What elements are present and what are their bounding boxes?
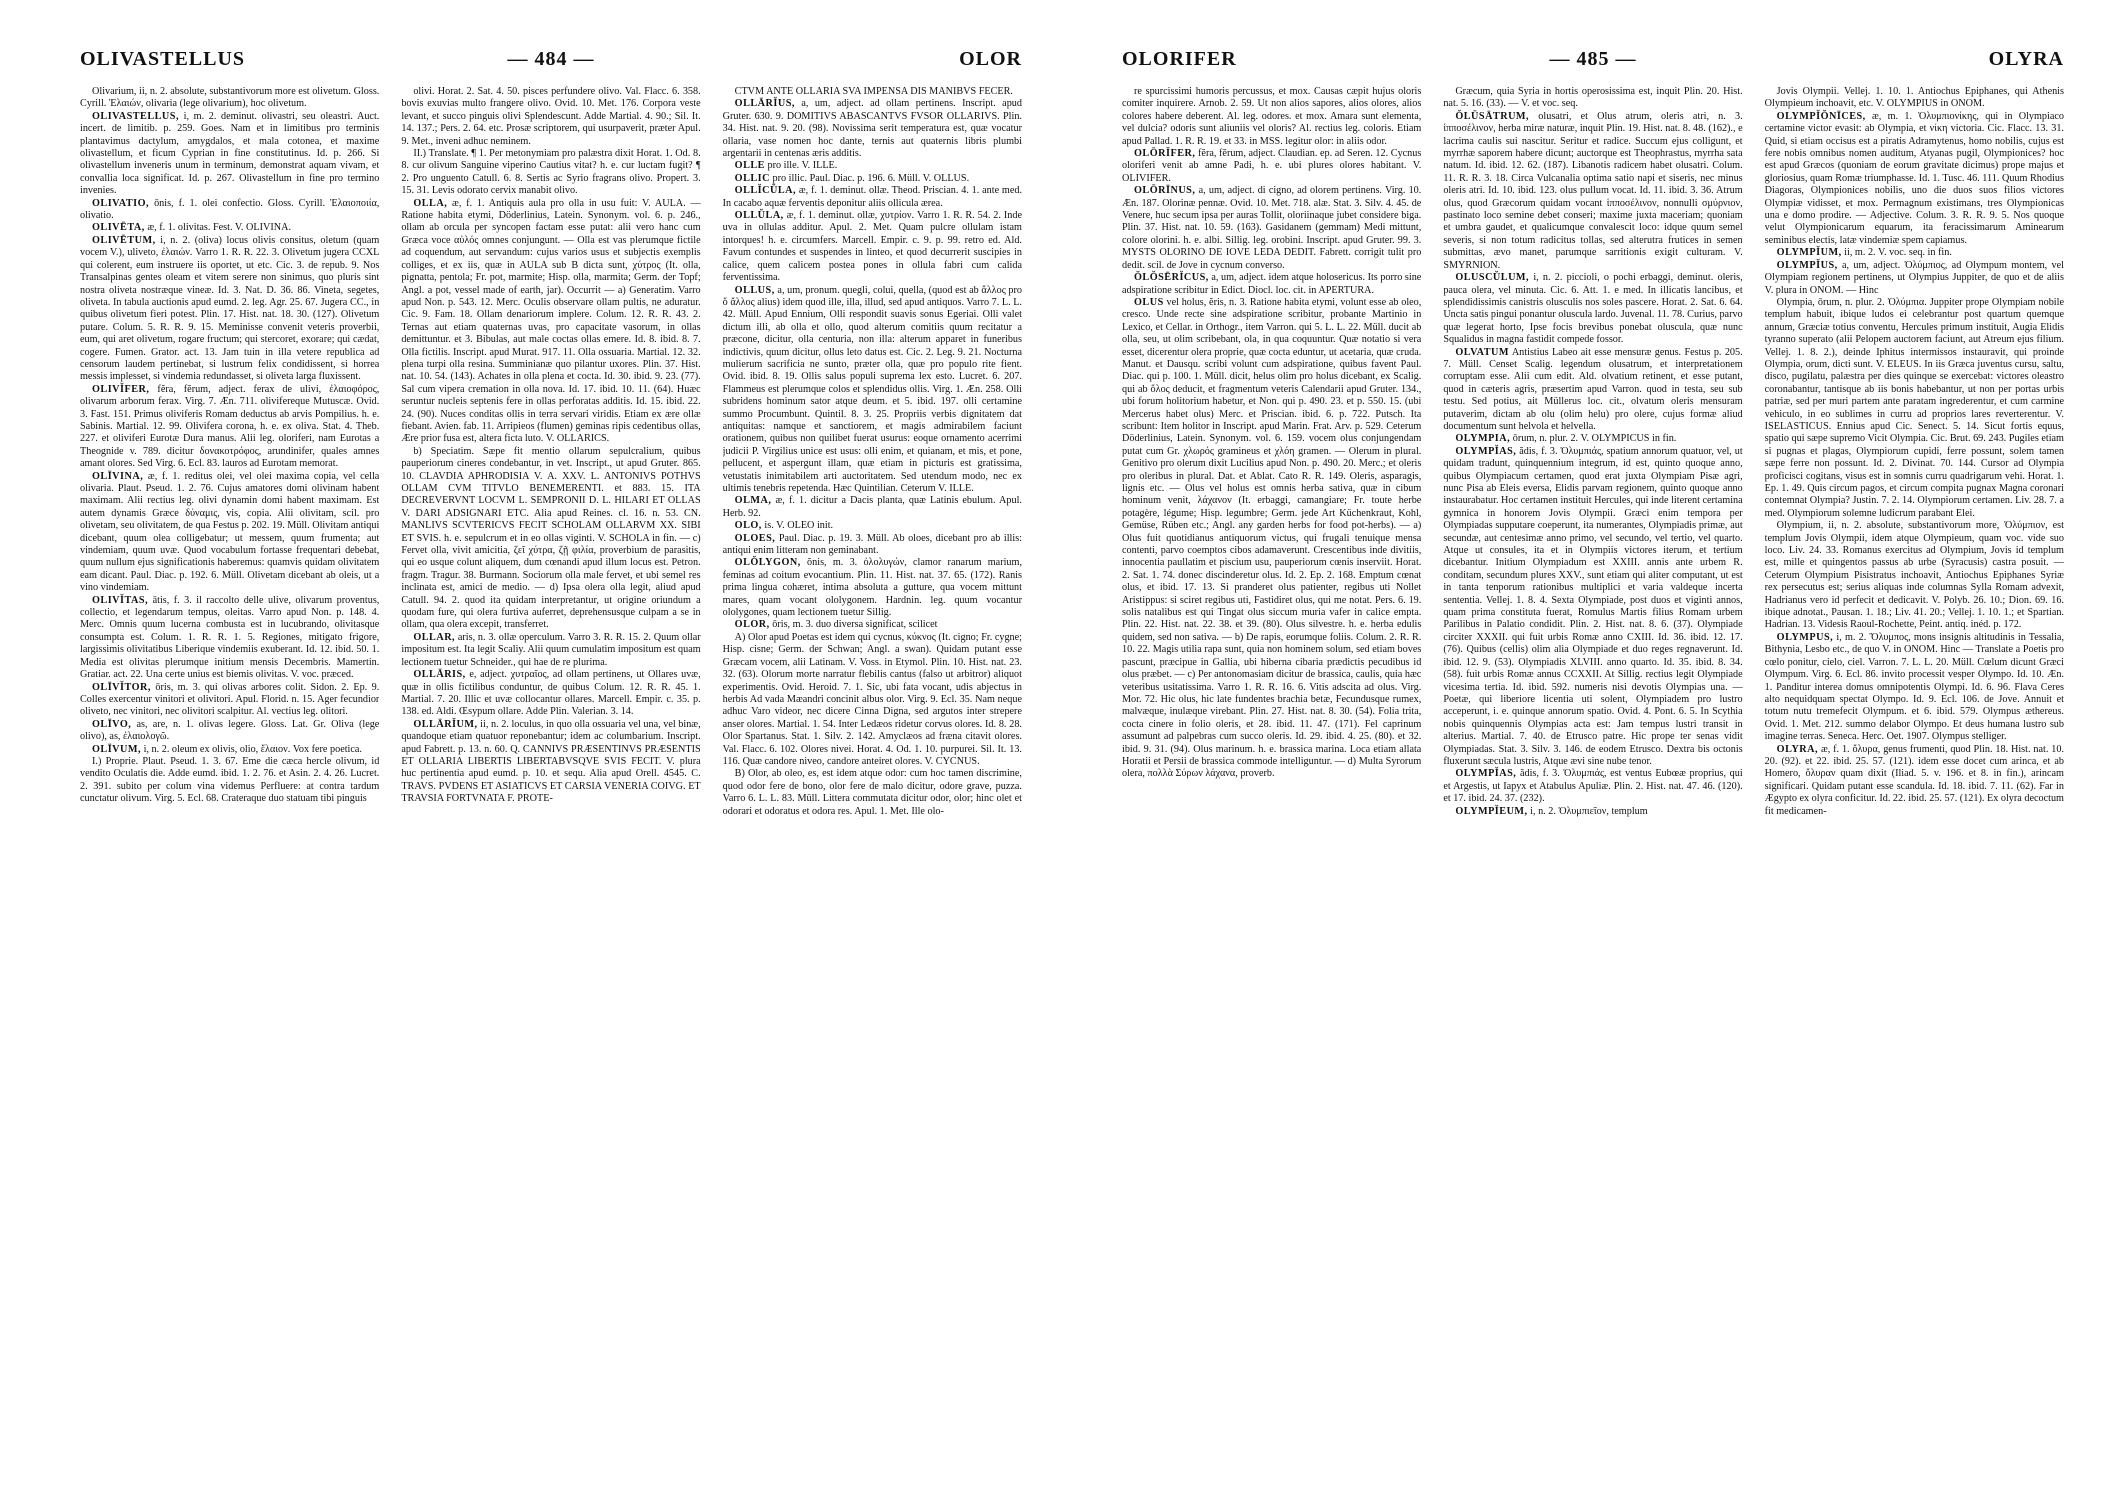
entry-text: Olympia, ōrum, n. plur. 2. Ὀλύμπια. Juppiter prope Olympiam nobile templum habuit, ibique ludos ei celebrantur post quartum quemque annum, Græciæ totius conventu, Hercules primum instituit, Augia Elidis tyranno superato (alii Pelopem auctorem faciunt, aut Atreum ejus filium. Vellej. 1. 8. 2.), deinde Iphitus intermissos instauravit, qui proinde Olympia, orum, dicti sunt. V. ELEUS. In iis Græca juventus cursu, saltu, disco, pugilatu, palæstra per dies quinque se exercebat: victores oleastro coronabantur, tantisque ab iis bonis habebantur, ut non per portas urbis patriæ, sed per muri partem ante paratam ingrederentur, et cum carmine vehiculo, in eo sublimes in curru ad proprios lares reverterentur. V. ISELASTICUS. Ennius apud Cic. Senect. 5. 14. Sicut fortis equus, spatio qui sæpe supremo Vicit Olympia. Cic. Brut. 69. 243. Pugiles etiam si pugnas et plagas, Olympiorum cupidi, ferre possunt, solem tamen sæpe ferre non possunt. Id. 2. Divinat. 70. 144. Cursor ad Olympia proficisci cogitans, visus est in somnis curru quadrigarum vehi. Horat. 1. Ep. 1. 49. Quis circum pagos, et circum compita pugnax Magna coronari contemnat Olympia? Justin. 7. 2. 14. Olympiorum certamen. Liv. 28. 7. a med. Olympiorum solemne ludicrum parabant Elei. — [1764, 296, 2064, 519]
dictionary-entry — [723, 619, 1022, 631]
entry-text: as, are, n. 1. olivas legere. Gloss. Lat. Gr. Oliva (lege olivo), as, ἐλαιολογῶ. — [80, 718, 380, 743]
entry-headword: OLLUS, — [734, 284, 775, 296]
entry-headword: OLMA, — [734, 495, 772, 507]
dictionary-entry — [1122, 185, 1421, 272]
left-page-number: — 484 — — [507, 48, 595, 70]
entry-text: æ, f. 1. Antiquis aula pro olla in usu fuit: V. AULA. — Ratione habita etymi, Döderlinius, Latein. Synonym. vol. 6. p. 246., ollam ab orcula per syncopen factam esse putat: alii vero hanc cum Græca voce αὐλός omnes conjungunt. — Olla est vas plerumque fictile ad coquendum, aut servandum: cujus varios usus et subjectis exemplis colliges, et ex iis, quæ in AULA sub B dicta sunt, χύτρος (It. olla, pignatta, pentola; Fr. pot, marmite; Hisp. olla, marmita; Germ. der Topf; Angl. a pot, vessel made of earth, jar). Occurrit — a) Generatim. Varro apud Non. p. 543. 12. Merc. Oculis observare ollam pultis, ne aduratur. Cic. 9. Fam. 18. Ollam denariorum implere. Colum. 12. R. R. 43. 2. Ternas aut etiam quaternas uvas, pro capacitate vasorum, in ollas demittuntur. et 3. Bibulas, aut male coctas ollas emere. Id. 8. ibid. 8. 7. Olla fictilis. Inscript. apud Murat. 917. 11. Olla ossuaria. Martial. 12. 32. plena turpi olla resina. Summinianæ quo pilantur uxores. Plin. 37. Hist. nat. 10. 54. (143). Achates in olla plena et cocta. Id. 30. ibid. 9. 23. (77). Sal cum vipera cremation in olla nova. Id. 17. ibid. 10. 11. (64). Huæc seruntur nucleis septenis fere in ollas perforatas additis. Id. 15. ibid. 22. 24. (90). Nuces conditas ollis in terra servari viridis. Etiam ex ære ollæ fiebant. Avien. fab. 11. Arripieos (flumen) geminas ripis cedentibus ollas, Ære prior fusa est, altera ficta luto. V. OLLARICS. — [401, 197, 701, 445]
entry-text: fĕra, fĕrum, adject. Claudian. ep. ad Seren. 12. Cycnus oloriferi venit ab amne Padi, h. e. ubi plures olores habitant. V. OLIVIFER. — [1122, 148, 1422, 184]
dictionary-entry — [1443, 806, 1742, 818]
entry-text: is. V. OLEO init. — [764, 520, 834, 532]
dictionary-entry — [723, 520, 1022, 532]
entry-text: ii, m. 2. V. voc. seq. in fin. — [1844, 247, 1952, 259]
dictionary-entry — [80, 471, 379, 595]
entry-headword: OLLA, — [413, 197, 448, 209]
entry-text: æ, m. 1. Ὀλυμπιονίκης, qui in Olympiaco certamine victor evasit: ab Olympia, et νίκη victoria. Cic. Flacc. 13. 31. Quid, si etiam occisus est a piratis Adramytenus, homo nobilis, cujus est fere nobis omnibus nomen auditum, Atyanas pugil, Olympionices? hoc est apud Græcos (quoniam de eorum gravitate dicimus) prope majus et gloriosius, quam Romæ triumphasse. Id. 1. Tusc. 46. 111. Quum Rhodius Diagoras, Olympionices nobilis, uno die duos suos filios victores Olympiæ vidisset, et mox. Permagnum existimans, tres Olympionicas una e domo prodire. — Adjective. Colum. 3. R. R. 9. 5. Nos quoque velut Olympionicarum equarum, ita feracissimarum Aminearum seminibus electis, latæ vindemiæ spem capiamus. — [1764, 110, 2064, 246]
entry-text: i, n. 2. piccioli, o pochi erbaggi, deminut. oleris, pauca olera, vel minuta. Cic. 6. Att. 1. e med. In illicatis lancibus, et splendidissimis canistris olusculis nos soles pascere. Horat. 2. Sat. 6. 64. Uncta satis pingui ponantur oluscula lardo. Juvenal. 11. 78. Curius, parvo quæ legerat horto, Ipse focis brevibus ponebat oluscula, quæ nunc Squalidus in magna fastidit compede fossor. — [1443, 272, 1743, 346]
right-col-3 — [1765, 86, 2064, 1480]
entry-text: ădis, f. 3. Ὀλυμπιάς, spatium annorum quatuor, vel, ut quidam tradunt, quinquennium integrum, id est, quinto quoque anno, quibus Olympiacum certamen, quod erat juxta Olympiam Pisæ agri, nunc Pisa ab Eleis eversa, Elidis parvam regionem, quinto quoque anno instaurabatur. Hoc certamen instituit Hercules, qui inde literent certamina gymnica in honorem Jovis Olympii. Græci enim tempora per Olympiadas supputare coeperunt, ita numerantes, Olympiadis primæ, aut secundæ, aut centesimæ anno primo, vel secundo, vel tertio, vel quarto. Atque ut consules, ita et in Olympiis victores iterum, et tertium dicebantur. Initium Olympiadum est XXIII. annis ante urbem R. conditam, secundum plures XXV., sunt etiam qui aliter computant, ut est in tanta tenporum rationibus multiplici et varia valdeque incerta sententia. Vellej. 1. 8. 4. Sexta Olympiade, post duos et viginti annos, quam prima constituta fuerat, Romulus Martis filius Romam urbem Parilibus in Palatio condidit. Plin. 2. Hist. nat. 8. 6. (37). Olympiade circiter XXXII. qui fuit urbis Romæ anno CXIII. Id. 36. ibid. 12. 17. (76). Quibus (cellis) olim alia Olympiade et duo reges regnaverunt. Id. ibid. 12. 9. (53). Olympiadis XLVIII. anno quarto. Id. 35. ibid. 8. 34. (58). fuit urbis Romæ annus CCXXII. At Sillig. rectius legit Olympiade vicesima tertia. Id. ibid. 592. numeris nisi devotis Olympias una. — Poetæ, qui liberiore licentia uti solent, Olympiadem pro lustro acceperunt, i. e. quinque annorum spatio. Ovid. 4. Pont. 6. 5. In Scythia nobis quinquennis Olympias acta est: Jam tempus lustri transit in alterius. Martial. 7. 40. de Etrusco patre. Hic prope ter senas vidit Olympiadas. Stat. 3. Silv. 3. 146. de eodem Etrusco. Dextra bis octonis fluxerunt sæcula lustris, Atque ævi sine nube tenor. — [1443, 445, 1743, 767]
entry-headword: OLĪVINA, — [92, 470, 144, 482]
dictionary-entry — [401, 198, 700, 446]
dictionary-entry — [401, 86, 700, 148]
entry-headword: OLĪVUM, — [92, 743, 142, 755]
dictionary-entry — [1443, 272, 1742, 346]
entry-text: i, n. 2. oleum ex olivis, olio, ἔλαιον. Vox fere poetica. — [143, 743, 362, 755]
entry-text: æ, f. 1. reditus olei, vel olei maxima copia, vel cella olivaria. Plaut. Pseud. 1. 2. 76. Cujus amatores domi olivinam habent maximam. Alii rectius leg. olivi dynamin domi habent maximam. Est autem dynamis Græce δύναμις, vis, copia. Alii olivitam, scil. pro olivetam, seu olivitatem, de qua Festus p. 202. 19. Müll. Olivitam antiqui dicebant, quum olea colligebatur; ut messem, quum frumenta; aut vindemiam, quum uvæ. Quod vocabulum fortasse frequentari debebat, quum nullum ejus significationis haberemus: quamvis quidam olivitatem eam dicant. Paul. Diac. p. 192. 6. Müll. Olivetam dicebant ab oleis, ut a vino vindemiam. — [80, 470, 380, 594]
entry-headword: OLYMPĬAS, — [1455, 768, 1517, 780]
dictionary-entry — [1443, 347, 1742, 434]
entry-headword: OLĪVO, — [92, 718, 132, 730]
entry-text: ŏnis, m. 3. ὀλολυγών, clamor ranarum marium, feminas ad coitum evocantium. Plin. 11. Hist. nat. 37. 65. (172). Ranis prima lingua cohæret, intima absoluta a gutture, qua vocem mittunt mares, quam vocant ololygonem. Hardnin. leg. quum vocantur ololygones, quam lectionem tuetur Sillig. — [722, 557, 1022, 619]
dictionary-entry — [723, 160, 1022, 172]
entry-headword: OLŌRĬFER, — [1134, 148, 1196, 160]
entry-headword: OLŌRĪNUS, — [1134, 185, 1196, 197]
dictionary-entry — [1765, 744, 2064, 818]
entry-headword: OLUS — [1134, 296, 1164, 308]
right-col-2 — [1443, 86, 1742, 1480]
dictionary-entry — [1122, 297, 1421, 781]
dictionary-entry — [1765, 520, 2064, 632]
entry-text: vel holus, ĕris, n. 3. Ratione habita etymi, volunt esse ab oleo, cresco. Unde recte sine adspiratione scribitur, probante Martinio in Lexico, et Cellar. in Orthogr., item Varron. qui 5. L. L. 22. Müll. ducit ab olla, seu, ut olim scribebant, ola, in qua coquuntur. Quæ notatio si vera esset, dicerentur olera proprie, quæ cocta eduntur, ut acetaria, quæ cruda. Manut. et Dausqu. scribi volunt cum adspiratione, quibus favent Paul. Diac. qui p. 100. 1. Müll. dicit, helus olim pro holus dicebant, ex Scalig. qui ab ὅλος deducit, et fragmentum veteris Calendarii apud Gruter. 134., ubi forum holitorium habetur, et Non. qui p. 490. 23. et p. 550. 15. (ubi Mercerus habet olus) Merc. et Priscian. ibid. 6. p. 722. Putsch. Ita scribunt: Item holitor in Inscript. apud Marin. Frat. Arv. p. 529. Ceterum Döderlinius, Latein. Synonym. vol. 6. 159. vocem olus conjungendam putat cum Gr. χλωρός gramineus et χλόη gramen. — Olerum in plural. Genitivo pro olerum dixit Lucilius apud Non. p. 490. 20. Merc.; et oleris pro oleribus in plural. Dat. et Ablat. Cato R. R. 149. Oleris, asparagis, lignis etc. — Olus vel holus est omnis herba sativa, quæ in cibum hominum venit, λάχανον (It. erbaggi, camangiare; Fr. toute herbe potagère, légume; Hisp. legumbre; Germ. jede Art Küchenkraut, Kohl, Gemüse, Rüben etc.; Angl. any garden herbs for food pot-herbs). — a) Olus fuit quotidianus antiquorum victus, qui frugali tenuique mensa contenti, parvo coemptos cibos adamaverunt. Crescentibus inde divitiis, innocentia paullatim et piscium usu, pauperiorum cœnis inserviit. Horat. 2. Sat. 1. 74. donec discinderetur olus. Id. 2. Ep. 2. 168. Emptum cœnat olus, et ibid. 17. 13. Si pranderet olus patienter, regibus uti Nollet Aristippus: si sciret regibus uti, Fastidiret olus, qui me notat. Pers. 6. 19. solis natalibus est qui Tingat olus siccum muria vafer in calice empta. Plin. 22. Hist. nat. 22. 38. et 39. (80). Olus silvestre. h. e. herba edulis quidem, sed non sativa. — b) De rapis, eorumque foliis. Colum. 2. R. R. 10. 22. Magis utilia rapa sunt, quia non hominem solum, sed etiam boves pascunt, præcipue in Gallia, ubi hiberna cibaria prædictis pecudibus id olus præbet. — c) Per antonomasiam dicitur de brassica, caulis, quia hæc veteribus usitatissima. Varro 1. R. R. 16. 6. Vitis adscita ad olus. Virg. Mor. 72. Hic olus, hic late fundentes brachia betæ, Fecundusque rumex, malvæque, inulæque virebant. Plin. 27. Hist. nat. 8. 30. (54). Folia trita, cocta cinere in folio oleris, et 28. ibid. 11. 47. (171). Fel caprinum assumunt ad palpebras cum succo oleris. Id. 29. ibid. 4. 25. (80). et 32. ibid. 9. 31. (94). Olus marinum. h. e. brassica marina. Loca etiam allata Horatii et Persii de brassica commode intelliguntur. — d) Multa Syrorum olera, πολλὰ Σύρων λάχανα, proverb. — [1122, 296, 1422, 780]
dictionary-entry — [80, 235, 379, 384]
dictionary-entry — [723, 533, 1022, 558]
entry-headword: OLOR, — [734, 619, 770, 631]
dictionary-entry — [80, 384, 379, 471]
entry-headword: OLYMPĬEUM, — [1455, 805, 1528, 817]
dictionary-entry — [401, 669, 700, 719]
running-head-right — [1122, 48, 2064, 78]
dictionary-entry — [723, 557, 1022, 619]
left-col-2 — [401, 86, 700, 1480]
entry-text: olusatri, et Olus atrum, oleris atri, n. 3. ἱπποσέλινον, herba miræ naturæ, inquit Plin. 19. Hist. nat. 8. 48. (162)., e lacrima caulis sui nascitur. Seritur et radice. Succum ejus colligunt, et myrrhæ saporem habere dicunt; auctorque est Theophrastus, myrrha sata natum. Id. ibid. 12. 62. (187). Libanotis radicem habet olusatri. Colum. 11. R. R. 3. 18. Circa Vulcanalia optima satio napi et siseris, nec minus oleris atri. Id. 10. ibid. 123. olus pullum vocat. Id. 11. ibid. 3. 36. Atrum olus, quod Græcorum quidam vocant ἱπποσέλινον, nonnulli σμύρνιον, pastinato loco semine debet conseri; maxime juxta maceriam; quoniam et umbra gaudet, et qualicumque convalescit loco: idque quum semel severis, si non totum radicitus tollas, sed alterutra frutices in semen submittas, ævo manet, parumque sarritionis exigit culturam. V. SMYRNION. — [1443, 110, 1743, 271]
dictionary-entry — [723, 86, 1022, 98]
entry-text: æ, f. 1. deminut. ollæ. Theod. Priscian. 4. 1. ante med. In cacabo aquæ ferventis deponitur aliis ollicula ærea. — [722, 185, 1022, 209]
dictionary-entry — [1765, 111, 2064, 247]
dictionary-entry — [1443, 768, 1742, 805]
entry-headword: OLYMPIA, — [1455, 433, 1511, 445]
entry-text: e, adject. χυτραῖος, ad ollam pertinens, ut Ollares uvæ, quæ in ollis fictilibus conduntur, de quibus Colum. 12. R. R. 45. 1. Martial. 7. 20. Illic et uvæ collocantur ollares. Marcell. Empir. c. 35. p. 138. ed. Aldi. Œsypum ollare. Adde Plin. Valerian. 3. 14. — [401, 669, 701, 718]
entry-text: æ, f. 1. deminut. ollæ, χυτρίον. Varro 1. R. R. 54. 2. Inde uva in ollulas additur. Apul. 2. Met. Quam pulcre ollulam istam intorques! h. e. circumfers. Marcell. Empir. c. 9. p. 99. retro ed. Ald. Favum contundes et suspendes in linteo, et quod decurrerit suscipies in calice, quem calicem postea pones in ollula fabri cum calida ferventissima. — [722, 210, 1022, 284]
entry-headword: OLUSCŬLUM, — [1455, 272, 1530, 284]
entry-text: Olivarium, ii, n. 2. absolute, substantivorum more est olivetum. Gloss. Cyrill. Ἐλαιών, olivaria (lege olivarium), hoc olivetum. — [80, 86, 380, 110]
dictionary-entry — [401, 719, 700, 806]
dictionary-entry — [1443, 433, 1742, 445]
right-col-1 — [1122, 86, 1421, 1480]
dictionary-entry — [80, 756, 379, 806]
entry-headword: OLO, — [734, 520, 762, 532]
entry-headword: ŎLŪSĀTRUM, — [1455, 110, 1530, 122]
entry-text: ōris, m. 3. qui olivas arbores colit. Sidon. 2. Ep. 9. Colles exercentur vinitori et olivitori. Apul. Florid. n. 15. Ager fecundior oliveto, nec vinitori, nec olivitori scalpitur. Al. vectius leg. olitori. — [80, 681, 380, 718]
entry-text: II.) Translate. ¶ 1. Per metonymiam pro palæstra dixit Horat. 1. Od. 8. 8. cur olivum Sanguine viperino Cautius vitat? h. e. cur luctam fugit? ¶ 2. Pro unguento Catull. 6. 8. Sertis ac Syrio fragrans olivo. Propert. 3. 15. 31. Levis odorato cervix manabit olivo. — [401, 148, 701, 197]
entry-headword: OLIVĬTAS, — [92, 594, 149, 606]
entry-headword: OLLŬLA, — [734, 210, 784, 222]
dictionary-entry — [401, 148, 700, 198]
dictionary-entry — [1765, 632, 2064, 744]
entry-text: ădis, f. 3. Ὀλυμπιάς, est ventus Eubœæ proprius, qui et Argestis, ut Iapyx et Atabulus Apuliæ. Plin. 2. Hist. nat. 47. 46. (120). et 17. ibid. 24. 37. (232). — [1443, 768, 1743, 805]
right-guide-word-first: OLORIFER — [1122, 48, 1237, 70]
dictionary-entry — [401, 446, 700, 632]
entry-text: æ, f. 1. olivitas. Fest. V. OLIVINA. — [147, 222, 291, 234]
entry-headword: ŎLŎSĒRĬCUS, — [1134, 272, 1209, 284]
entry-headword: OLLIC — [734, 172, 770, 184]
dictionary-entry — [80, 744, 379, 756]
entry-headword: OLŎLYGON, — [734, 557, 801, 569]
entry-headword: OLIVĒTA, — [92, 222, 145, 234]
entry-text: pro illic. Paul. Diac. p. 196. 6. Müll. V. OLLUS. — [772, 172, 970, 184]
left-col-3 — [723, 86, 1022, 1480]
dictionary-entry — [80, 595, 379, 682]
entry-text: A) Olor apud Poetas est idem qui cycnus, κύκνος (It. cigno; Fr. cygne; Hisp. cisne; Germ. der Schwan; Angl. a swan). Quidam putant esse Græcam vocem, alii Latinam. V. Voss. in Etymol. Plin. 10. Hist. nat. 23. 32. (63). Olorum morte narratur flebilis cantus (falso ut arbitror) aliquot experimentis. Ovid. Heroid. 7. 1. Sic, ubi fata vocant, udis abjectus in herbis Ad vada Mæandri concinit albus olor. Virg. 9. Ecl. 35. Nam neque adhuc Varo videor, nec dicere Cinna Digna, sed argutos inter strepere anser olores. Martial. 1. 54. Inter Ledæos ridetur corvus olores. Id. 8. 28. Olor Spartanus. Stat. 1. Silv. 2. 142. Amyclæos ad fræna citavit olores. Val. Flacc. 6. 102. Olores nivei. Horat. 4. Od. 1. 10. purpurei. Sil. It. 13. 116. Quæ candore niveo, candore anteiret olores. V. CYCNUS. — [722, 631, 1022, 767]
entry-headword: OLIVĒTUM, — [92, 234, 156, 246]
dictionary-entry — [723, 173, 1022, 185]
right-guide-word-last: OLYRA — [1988, 48, 2064, 70]
entry-text: Olympium, ii, n. 2. absolute, substantivorum more, Ὀλύμπιον, est templum Jovis Olympii, idem atque Olympieum, quam voc. vide suo loco. Liv. 24. 33. Romanus exercitus ad Olympium, Jovis id templum est, mille et quingentos passus ab urbe (Syracusis) castra posuit. — Ceterum Olympium Pisistratus inchoavit, Antiochus Epiphanes Syriæ rex persecutus est; serius aliquas inde columnas Sylla Romam advexit, Hadrianus vero id perfecit et dedicavit. V. Polyb. 26. 10.; Dion. 69. 16. ibique adnotat., Pausan. 1. 18.; Liv. 41. 20.; Vellej. 1. 10. 1.; et Spartian. Hadrian. 13. Videsis Raoul-Rochette, Peint. antiq. inéd. p. 172. — [1764, 520, 2064, 631]
dictionary-entry — [1443, 446, 1742, 769]
right-page — [1062, 0, 2124, 1500]
dictionary-entry — [1443, 111, 1742, 272]
entry-text: fĕra, fĕrum, adject. ferax de ulivi, ἐλαιοφόρος, olivarum arborum ferax. Virg. 7. Æn. 711. olivifereque Mutuscæ. Ovid. 3. Fast. 151. Primus oliviferis Romam deductus ab arvis Pompilius. h. e. Sabinis. Martial. 12. 99. Olivifera corona, h. e. ex oliva. Stat. 4. Theb. 227. et oliviferi Eurotæ Dura manus. Alii leg. oloriferi, nam Eurotas a Theognide v. 789. dicitur δονακοτρόφος, arundinifer, quales amnes amant olores. Sed Virg. 6. Ecl. 83. lauros ad Eurotam memorat. — [80, 383, 380, 470]
dictionary-entry — [723, 632, 1022, 768]
entry-headword: OLYMPĬŎNĪCES, — [1776, 110, 1866, 122]
entry-headword: OLIVATIO, — [92, 197, 150, 209]
dictionary-entry — [80, 86, 379, 111]
entry-headword: OLYMPĬUS, — [1776, 259, 1838, 271]
left-guide-word-first: OLIVASTELLUS — [80, 48, 246, 70]
entry-text: b) Speciatim. Sæpe fit mentio ollarum sepulcralium, quibus pauperiorum cineres condebantur, in vet. Inscript., ut apud Gruter. 865. 10. CLAVDIA APHRODISIA V. A. XXV. L. ANTONIVS POTHVS OLLAM CVM TITVLO BENEMERENTI. et 883. 15. ITA DECREVERVNT LOCVM L. SEMPRONII D. L. HILARI ET OLLAS V. DARI ADSIGNARI ETC. Alia apud Reines. cl. 16. n. 53. CN. MANLIVS SCVTERICVS FECIT SCHOLAM OLLARVM XX. SIBI ET SVIS. h. e. sepulcrum et in eo ollas viginti. V. SCHOLA in fin. — c) Fervet olla, vivit amicitia, ζεῖ χύτρα, ζῇ φιλία, proverbium de parasitis, qui eo usque colunt aliquem, dum cœnandi apud illum locus est. Petron. fragm. Tragur. 38. Burmann. Sociorum olla male fervet, et ubi semel res inclinata est, amici de medio. — d) Ipsa olera olla legit, aliud apud Catull. 94. 2. quod ita quidam interpretantur, ut origine oriundum a quodam fure, qui olera furtiva auferret, deprehensusque culpam a se in ollam, qua olera excepit, transferret. — [401, 445, 701, 631]
dictionary-entry — [723, 210, 1022, 284]
entry-text: ōris, m. 3. duo diversa significat, scilicet — [772, 619, 938, 631]
entry-text: a, um, adject. di cigno, ad olorem pertinens. Virg. 10. Æn. 187. Olorinæ pennæ. Ovid. 10. Met. 718. alæ. Stat. 3. Silv. 4. 45. de Venere, huc secum ipsa per auras Tollit, oloriinaque jubet considere biga. Plin. 37. Hist. nat. 10. 59. (163). Gasidanem (gemmam) Medi mittunt, colore olorini. h. e. albi. Sillig. leg. orobini. Inscript. apud Gruter. 99. 3. MYSTS OLORINO DE IOVE LEDA DEDIT. Fabrett. corrigit tulit pro dedit. scil. de Jove in cycnum converso. — [1122, 185, 1422, 271]
entry-headword: OLIVASTELLUS, — [92, 110, 179, 122]
entry-text: Antistius Labeo ait esse mensuræ genus. Festus p. 205. 7. Müll. Censet Scalig. legendum olusatrum, et interpretationem corruptam esse. Alii cum edit. Ald. olvatium retinent, et esse putant, quod in cæteris agris, præsertim apud Varron. quod in testa, seu sub testu. Sed potius, ait Müllerus loc. cit., olvatum oleris mensuram putaverim, dictam ab olu (olim helu) pro olere, cujus formæ aliud documentum sunt helvola et helvella. — [1443, 346, 1743, 432]
running-head-left — [80, 48, 1022, 78]
entry-text: æ, f. 1. ὄλυρα, genus frumenti, quod Plin. 18. Hist. nat. 10. 20. (92). et 22. ibid. 25. 57. (121). idem esse docet cum arinca, et ab Homero, ὄλυραν quam dixit (Iliad. 5. v. 196. et 8. in fin.), arincam significari. Quidam putant esse scandula. Id. 18. ibid. 7. 11. (62). Far in Ægypto ex olyra conficitur. Id. 22. ibid. 25. 57. (121). Ex olyra decoctum fit medicamen- — [1764, 743, 2064, 817]
dictionary-entry — [1765, 86, 2064, 111]
entry-text: CTVM ANTE OLLARIA SVA IMPENSA DIS MANIBVS FECER. — [734, 86, 1013, 97]
entry-text: a, um, pronum. quegli, colui, quella, (quod est ab ἄλλος pro ὅ ἄλλος alius) idem quod ille, illa, illud, sed apud antiquos. Varro 7. L. L. 42. Müll. Apud Ennium, Olli respondit suavis sonus Egeriai. Olli valet dictum illi, ab olla et ollo, quod alterum comitiis quum recitatur a præcone, dicitur, olla centuria, non illa: alterum apparet in funeribus indictivis, quum dicitur, ollus leto datus est. Cic. 2. Leg. 9. 21. Nocturna mulierum sacrificia ne sunto, præter olla, quæ pro populo rite fient. Ovid. ibid. 8. 19. Ollis salus populi suprema lex esto. Lucret. 6. 207. Flammeus est plerumque colos et splendidus ollis. Virg. 1. Æn. 258. Olli subridens hominum sator atque deum. et 5. ibid. 197. olli certamine summo Procumbunt. Quintil. 8. 3. 25. Propriis verbis dignitatem dat antiquitas: namque et sanctiorem, et magis admirabilem faciunt orationem, quibus non quilibet fuerat usurus: eoque ornamento acerrimi judicii P. Virgilius unice est usus: olli enim, et quianam, et mis, et pone, pellucent, et aspergunt illam, quæ etiam in picturis est gratissima, vetustatis inimitabilem arti auctoritatem. Sed utendum modo, nec ex ultimis tenebris repetenda. Hæc Quintilian. Ceterum V. ILLE. — [722, 284, 1022, 494]
entry-text: B) Olor, ab oleo, es, est idem atque odor: cum hoc tamen discrimine, quod odor fere de bono, olor fere de malo dicitur, odore grave, puzza. Varro 6. L. L. 83. Müll. Littera commutata dicitur odor, olor; hinc olet et odorari et odoratus et odora res. Apul. 1. Met. Ille olo- — [722, 768, 1022, 817]
entry-text: a, um, adject. ad ollam pertinens. Inscript. apud Gruter. 630. 9. DOMITIVS ABASCANTVS FVSOR OLLARIVS. Plin. 34. Hist. nat. 9. 20. (98). Novissima serit temperatura est, quæ vocatur ollaria, vase nomen hoc dante, ternis aut quaternis libris plumbi argentarii in centenas æris additis. — [722, 98, 1022, 160]
entry-headword: OLLĀRĬUS, — [734, 98, 795, 110]
entry-headword: OLLĀRĬUM, — [413, 718, 478, 730]
dictionary-entry — [723, 98, 1022, 160]
dictionary-entry — [80, 111, 379, 198]
dictionary-entry — [1122, 272, 1421, 297]
entry-text: aris, n. 3. ollæ operculum. Varro 3. R. R. 15. 2. Quum ollar impositum est. Ita legit Scaliy. Alii quum cumulatim impositum est quam lectionem tuetur Schneider., qui hae de re plurima. — [401, 631, 701, 668]
entry-headword: OLĪVĬTOR, — [92, 681, 151, 693]
dictionary-entry — [80, 719, 379, 744]
entry-text: Græcum, quia Syria in hortis operosissima est, inquit Plin. 20. Hist. nat. 5. 16. (33). — V. et voc. seq. — [1443, 86, 1743, 110]
entry-headword: OLYMPUS, — [1776, 631, 1834, 643]
entry-text: ātis, f. 3. il raccolto delle ulive, olivarum proventus, collectio, et legendarum tempus, oleitas. Varro apud Non. p. 148. 4. Merc. Omnis quum lucerna combusta est in lucubrando, olivitasque consumpta est. Colum. 1. R. R. 1. 5. Regiones, mitigato frigore, largissimis olivitatibus Liberique vindemiis exuberant. Id. 12. ibid. 50. 1. Media est olivitas plerumque initium mensis Decembris. Mamertin. Gratiar. act. 22. Una certe unius est biemis olivitas. V. voc. præced. — [80, 594, 380, 681]
entry-text: re spurcissimi humoris percussus, et mox. Causas cæpit hujus oloris comiter inquirere. Arnob. 2. 59. Ut non alios sapores, alios olores, alios colores habere deberent. Al. leg. odores. et mox. Amara sunt elementa, vel dulcia? odoris sunt aliuniis vel oloris? Al. rectius leg. coloris. Etiam apud Pallad. 1. R. R. 19. et 33. in MSS. legitur olor: in aliis odor. — [1122, 86, 1422, 147]
entry-text: a, um, adject. Ὀλύμπιος, ad Olympum montem, vel Olympiam regionem pertinens, ut Olympius Juppiter, de quo et de aliis V. plura in ONOM. — Hinc — [1764, 259, 2064, 296]
entry-text: olivi. Horat. 2. Sat. 4. 50. pisces perfundere olivo. Val. Flacc. 6. 358. bovis exuvias multo frangere olivo. Ovid. 10. Met. 176. Corpora veste levant, et succo pinguis olivi Splendescunt. Adde Martial. 4. 90.; Sil. It. 14. 137.; Pers. 2. 64. etc. Prosæ scriptorem, qui usurpaverit, præter Apul. 9. Met., inveni adhuc neminem. — [401, 86, 701, 147]
entry-text: a, um, adject. idem atque holosericus. Its porro sine adspiratione scribitur in Edict. Diocl. loc. cit. in APERTURA. — [1122, 272, 1422, 296]
entry-text: i, n. 2. (oliva) locus olivis consitus, oletum (quam vocem V.), uliveto, ἐλαιών. Varro 1. R. R. 22. 3. Olivetum jugera CCXL qui colerent, eum instruere iis oportet, ut etc. Cic. 3. de repub. 9. Nos Transalpinas gentes oleam et vitem serere non sinimus, quo pluris sint nostra oliveta nostræque vineæ. Id. 3. Nat. D. 36. 86. Vineta, segetes, oliveta. In tabula auctionis apud eumd. 2. leg. Agr. 25. 67. Jugera CC., in quibus olivetum fieri potest. Plin. 17. Hist. nat. 18. 30. (127). Olivetum putare. Colum. 5. R. R. 9. 15. Meminisse convenit veteris proverbii, eum, qui aret olivetum, rogare fructum; qui stercoret, exorare; qui cædat, cogere. Fumen. Grator. act. 13. Jam tuin in illa vetere republica ad censorum laudem pertinebat, si lustrum felix condidissent, si horrea messis implesset, si vindemia redundasset, si oliveta larga fluxissent. — [80, 234, 380, 383]
entry-headword: OLYMPĬAS, — [1455, 445, 1517, 457]
entry-text: pro ille. V. ILLE. — [767, 160, 838, 172]
left-columns — [80, 86, 1022, 1480]
entry-headword: OLLĀRIS, — [413, 669, 466, 681]
entry-text: i, m. 2. Ὄλυμπος, mons insignis altitudinis in Tessalia, Bithynia, Lesbo etc., de quo V. in ONOM. Hinc — Translate a Poetis pro cœlo ponitur, cielo, ciel. Varron. 7. L. L. 20. Müll. Cœlum dicunt Græci Olympum. Virg. 6. Ecl. 86. invito processit vesper Olympo. Id. 10. Æn. 1. Panditur interea domus omnipotentis Olympi. Id. 6. 96. Flava Ceres alto nequidquam spectat Olympo. Id. 9. Ecl. 106. de Jove. Annuit et totum nutu tremefecit Olympum. et 6. ibid. 579. Olympus æthereus. Ovid. 1. Met. 212. summo delabor Olympo. Et deus humana lustro sub imagine terras. Seneca. Herc. Oet. 1907. Olympus stelliger. — [1764, 631, 2064, 743]
dictionary-entry — [80, 222, 379, 234]
entry-headword: OLYMPĬUM, — [1776, 247, 1842, 259]
dictionary-entry — [723, 495, 1022, 520]
entry-headword: OLLĬCŬLA, — [734, 185, 797, 197]
entry-text: æ, f. 1. dicitur a Dacis planta, quæ Latinis ebulum. Apul. Herb. 92. — [722, 495, 1022, 519]
left-guide-word-last: OLOR — [959, 48, 1022, 70]
entry-headword: OLYRA, — [1776, 743, 1819, 755]
dictionary-entry — [80, 198, 379, 223]
entry-text: i, m. 2. deminut. olivastri, seu oleastri. Auct. incert. de limitib. p. 259. Goes. Nam et in limitibus pro terminis plantavimus dactylum, amygdalos, et mala cotonea, et maxime olivastellum, et ficum Cyprian in fine constitutinus. Id. p. 266. Si olivastellum inveneris unum in terminum, demonstrat aquam vivam, et convallia loca significat. Id. p. 267. Olivastellum in fine pro termino invenies. — [80, 110, 380, 197]
entry-text: I.) Proprie. Plaut. Pseud. 1. 3. 67. Eme die cæca hercle olivum, id vendito Oculatis die. Adde eumd. ibid. 1. 2. 76. et Asin. 2. 4. 26. Lucret. 2. 391. subito per colum vina videmus Perfluere: at contra tardum cunctatur olivum. Virg. 5. Ecl. 68. Crateraque duo statuam tibi pinguis — [80, 755, 380, 805]
entry-headword: OLLE — [734, 160, 765, 172]
entry-text: Jovis Olympii. Vellej. 1. 10. 1. Antiochus Epiphanes, qui Athenis Olympieum inchoavit, etc. V. OLYMPIUS in ONOM. — [1764, 86, 2064, 110]
entry-headword: OLVATUM — [1455, 346, 1510, 358]
entry-text: ōnis, f. 1. olei confectio. Gloss. Cyrill. Ἐλαιοποιία, olivatio. — [80, 197, 380, 222]
dictionary-entry — [1122, 86, 1421, 148]
dictionary-entry — [1443, 86, 1742, 111]
dictionary-entry — [1765, 260, 2064, 297]
dictionary-entry — [723, 768, 1022, 818]
dictionary-entry — [1122, 148, 1421, 185]
dictionary-entry — [723, 185, 1022, 210]
left-col-1 — [80, 86, 379, 1480]
dictionary-entry — [80, 682, 379, 719]
dictionary-entry — [723, 285, 1022, 496]
entry-headword: OLOES, — [734, 532, 776, 544]
entry-text: Paul. Diac. p. 19. 3. Müll. Ab oloes, dicebant pro ab illis: antiqui enim litteram non geminabant. — [722, 532, 1022, 557]
dictionary-entry — [1765, 247, 2064, 259]
right-page-number: — 485 — — [1549, 48, 1637, 70]
entry-text: ii, n. 2. loculus, in quo olla ossuaria vel una, vel binæ, quandoque etiam quatuor reponebantur; idem ac columbarium. Inscript. apud Fabrett. p. 13. n. 60. Q. CANNIVS PRÆSENTINVS PRÆSENTIS ET OLLARIA LIBERTIS LIBERTABVSQVE SVIS FECIT. V. plura huc pertinentia apud eumd. p. 10. et sequ. Alia apud Orell. 4545. C. TRAVS. PVDENS ET ASIATICVS ET CARSIA VENERIA COIVG. ET TRAVSIA FORTVNATA F. PROTE- — [401, 718, 701, 805]
entry-headword: OLIVĬFER, — [92, 383, 150, 395]
dictionary-entry — [1765, 297, 2064, 520]
dictionary-entry — [401, 632, 700, 669]
entry-text: ōrum, n. plur. 2. V. OLYMPICUS in fin. — [1512, 433, 1677, 445]
entry-headword: OLLAR, — [413, 631, 456, 643]
entry-text: i, n. 2. Ὀλυμπιεῖον, templum — [1530, 805, 1648, 817]
right-columns — [1122, 86, 2064, 1480]
